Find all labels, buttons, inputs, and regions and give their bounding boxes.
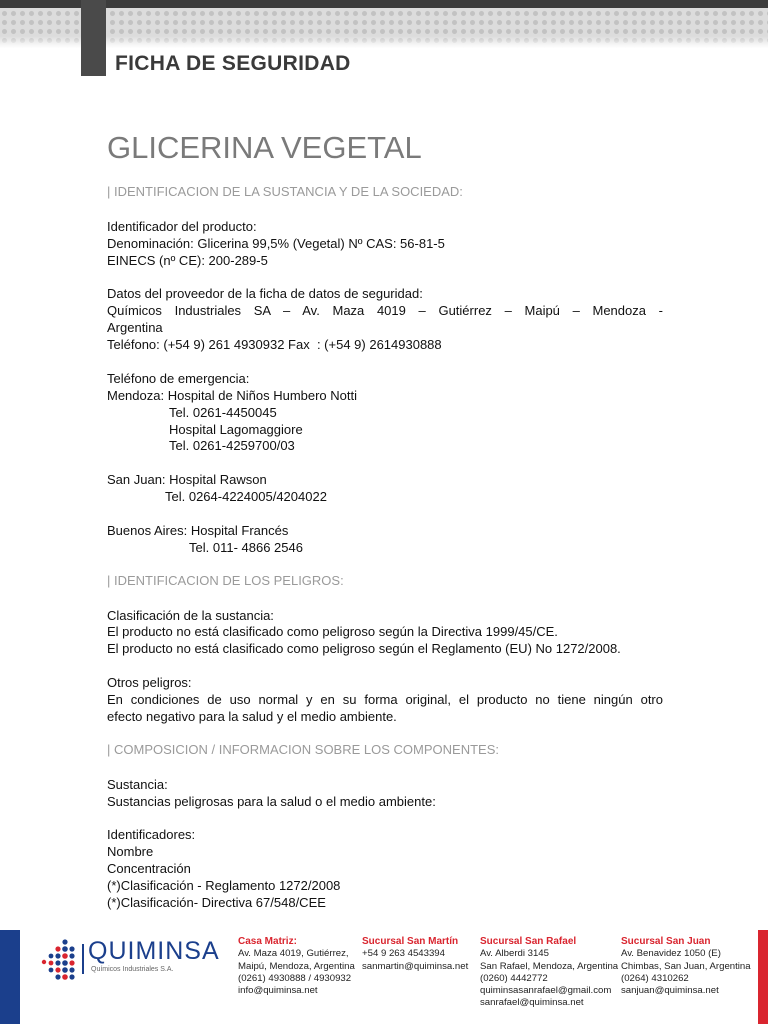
branch-title: Sucursal San Martín [362,936,459,947]
branch-line: sanjuan@quiminsa.net [621,985,719,997]
branch-san-juan [621,936,751,997]
text-line: Teléfono: (+54 9) 261 4930932 Fax : (+54 9) 2614930888 [107,337,442,353]
header-title: FICHA DE SEGURIDAD [115,52,351,75]
branch-line: San Rafael, Mendoza, Argentina [480,960,619,972]
text-line: Datos del proveedor de la ficha de datos de seguridad: [107,286,423,302]
branch-line: Av. Alberdi 3145 [480,948,549,960]
text-line: San Juan: Hospital Rawson [107,472,267,488]
section-heading-identification: | IDENTIFICACION DE LA SUSTANCIA Y DE LA SOCIEDAD: [107,184,463,199]
branch-casa-matriz [238,936,355,997]
branch-line: sanrafael@quiminsa.net [480,997,584,1009]
logo-separator [82,944,84,974]
text-line: (*)Clasificación - Reglamento 1272/2008 [107,878,341,894]
text-line: (*)Clasificación- Directiva 67/548/CEE [107,894,326,910]
branch-line: Chimbas, San Juan, Argentina [621,960,751,972]
branch-line: (0264) 4310262 [621,972,689,984]
branch-title: Sucursal San Rafael [480,936,577,947]
branch-line: Maipú, Mendoza, Argentina [238,960,355,972]
branch-line: sanmartin@quiminsa.net [362,960,469,972]
footer-left-accent [0,930,20,1024]
product-title: GLICERINA VEGETAL [107,130,422,165]
text-line: Identificadores: [107,827,196,843]
text-line: Sustancia: [107,776,168,792]
text-line: Buenos Aires: Hospital Francés [107,522,289,538]
text-line: Hospital Lagomaggiore [169,421,303,437]
text-line: Nombre [107,844,154,860]
text-line: Otros peligros: [107,675,192,691]
logo-subtitle: Químicos Industriales S.A. [91,966,174,973]
text-line: Mendoza: Hospital de Niños Humbero Notti [107,387,358,403]
header-pattern [0,0,768,48]
text-line: Argentina [107,320,163,336]
branch-line: info@quiminsa.net [238,985,318,997]
section-heading-hazards: | IDENTIFICACION DE LOS PELIGROS: [107,572,344,588]
branch-san-rafael [480,936,618,1010]
branch-line: Av. Maza 4019, Gutiérrez, [238,948,349,960]
branch-line: +54 9 263 4543394 [362,948,445,960]
branch-san-martin [362,936,468,973]
text-line: Químicos Industriales SA – Av. Maza 4019 – Gutiérrez – Maipú – Mendoza - [107,303,663,319]
header-accent-bar [81,0,106,76]
text-line: El producto no está clasificado como peligroso según el Reglamento (EU) No 1272/2008. [107,641,621,657]
text-line: Concentración [107,861,191,877]
text-line: Tel. 0264-4224005/4204022 [165,489,327,505]
text-line: Denominación: Glicerina 99,5% (Vegetal) Nº CAS: 56-81-5 [107,235,445,251]
footer-right-accent [758,930,768,1024]
text-line: En condiciones de uso normal y en su forma original, el producto no tiene ningún otro [107,692,663,708]
text-line: Identificador del producto: [107,218,257,234]
text-line: efecto negativo para la salud y el medio ambiente. [107,708,397,724]
text-line: Sustancias peligrosas para la salud o el medio ambiente: [107,793,436,809]
branch-title: Sucursal San Juan [621,936,711,947]
text-line: Clasificación de la sustancia: [107,607,274,623]
section-heading-composition: | COMPOSICION / INFORMACION SOBRE LOS COMPONENTES: [107,741,499,757]
text-line: Tel. 0261-4450045 [169,404,277,420]
branch-line: quiminsasanrafael@gmail.com [480,985,612,997]
text-line: Teléfono de emergencia: [107,370,250,386]
branch-line: Av. Benavidez 1050 (E) [621,948,721,960]
document-body [107,128,663,912]
branch-title: Casa Matriz: [238,936,297,947]
text-line: EINECS (nº CE): 200-289-5 [107,252,268,268]
branch-line: (0261) 4930888 / 4930932 [238,972,352,984]
text-line: El producto no está clasificado como peligroso según la Directiva 1999/45/CE. [107,624,558,640]
text-line: Tel. 011- 4866 2546 [189,539,303,555]
branch-line: (0260) 4442772 [480,972,548,984]
logo-wordmark: QUIMINSA [88,937,220,965]
text-line: Tel. 0261-4259700/03 [169,438,295,454]
